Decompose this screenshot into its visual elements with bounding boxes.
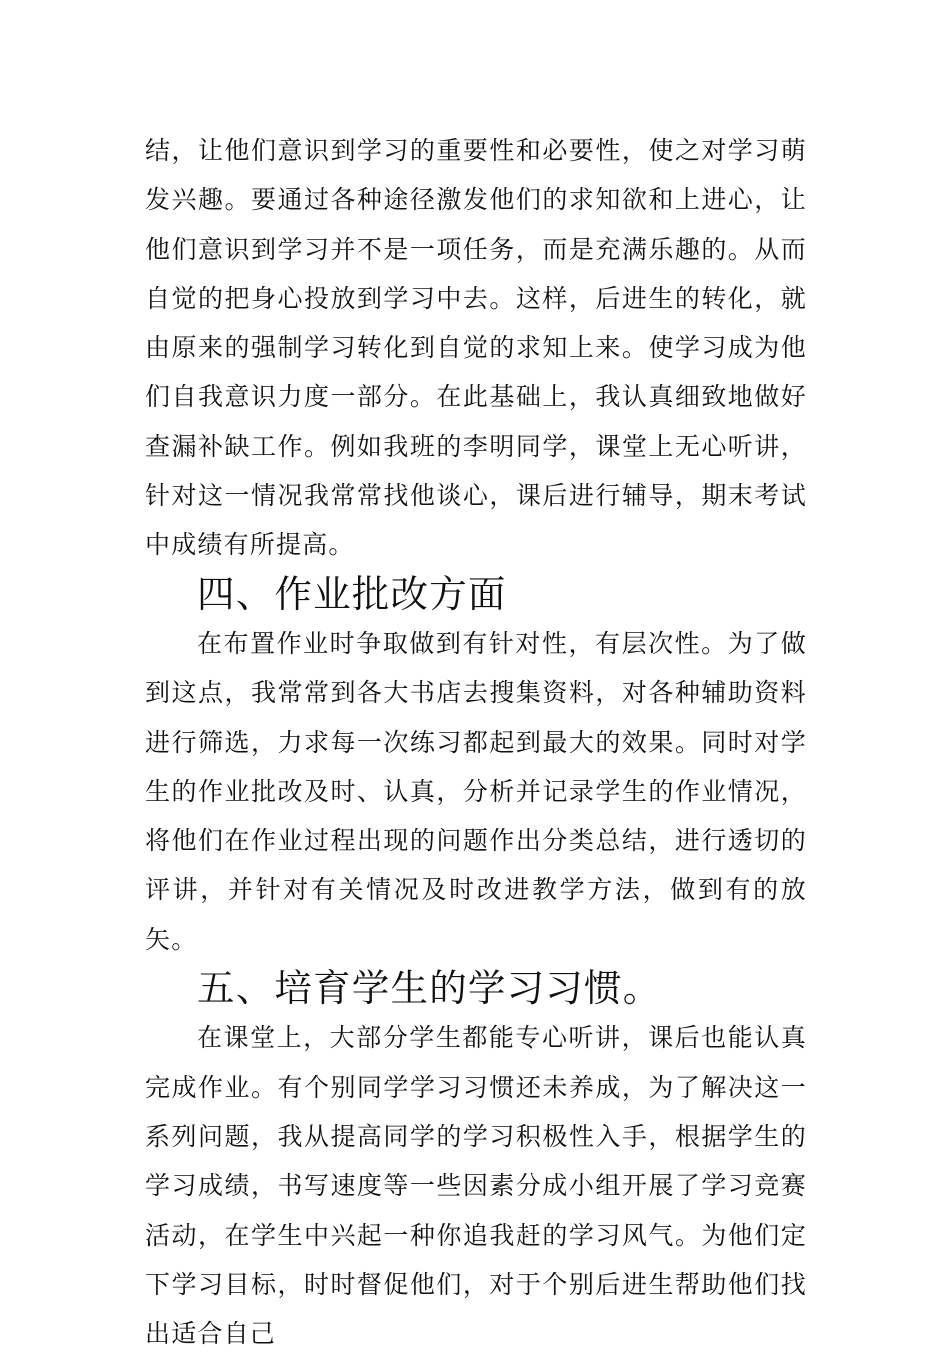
paragraph-continuation: 结，让他们意识到学习的重要性和必要性，使之对学习萌发兴趣。要通过各种途径激发他们的求知欲和上进心，让他们意识到学习并不是一项任务，而是充满乐趣的。从而自觉的把身心投放到学习中去。这样，后进生的转化，就由原来的强制学习转化到自觉的求知上来。使学习成为他们自我意识力度一部分。在此基础上，我认真细致地做好查漏补缺工作。例如我班的李明同学，课堂上无心听讲，针对这一情况我常常找他谈心，课后进行辅导，期末考试中成绩有所提高。 bbox=[145, 136, 807, 560]
paragraph-study-habits: 在课堂上，大部分学生都能专心听讲，课后也能认真完成作业。有个别同学学习习惯还未养成，为了解决这一系列问题，我从提高同学的学习积极性入手，根据学生的学习成绩，书写速度等一些因素分成小组开展了学习竞赛活动，在学生中兴起一种你追我赶的学习风气。为他们定下学习目标，时时督促他们，对于个别后进生帮助他们找出适合自己 bbox=[145, 1023, 807, 1349]
section-heading-5: 五、培育学生的学习习惯。 bbox=[197, 966, 662, 1011]
paragraph-homework: 在布置作业时争取做到有针对性，有层次性。为了做到这点，我常常到各大书店去搜集资料，对各种辅助资料进行筛选，力求每一次练习都起到最大的效果。同时对学生的作业批改及时、认真，分析并记录学生的作业情况，将他们在作业过程出现的问题作出分类总结，进行透切的评讲，并针对有关情况及时改进教学方法，做到有的放矢。 bbox=[145, 628, 807, 954]
document-page bbox=[145, 126, 807, 1358]
section-heading-4: 四、作业批改方面 bbox=[197, 571, 507, 616]
